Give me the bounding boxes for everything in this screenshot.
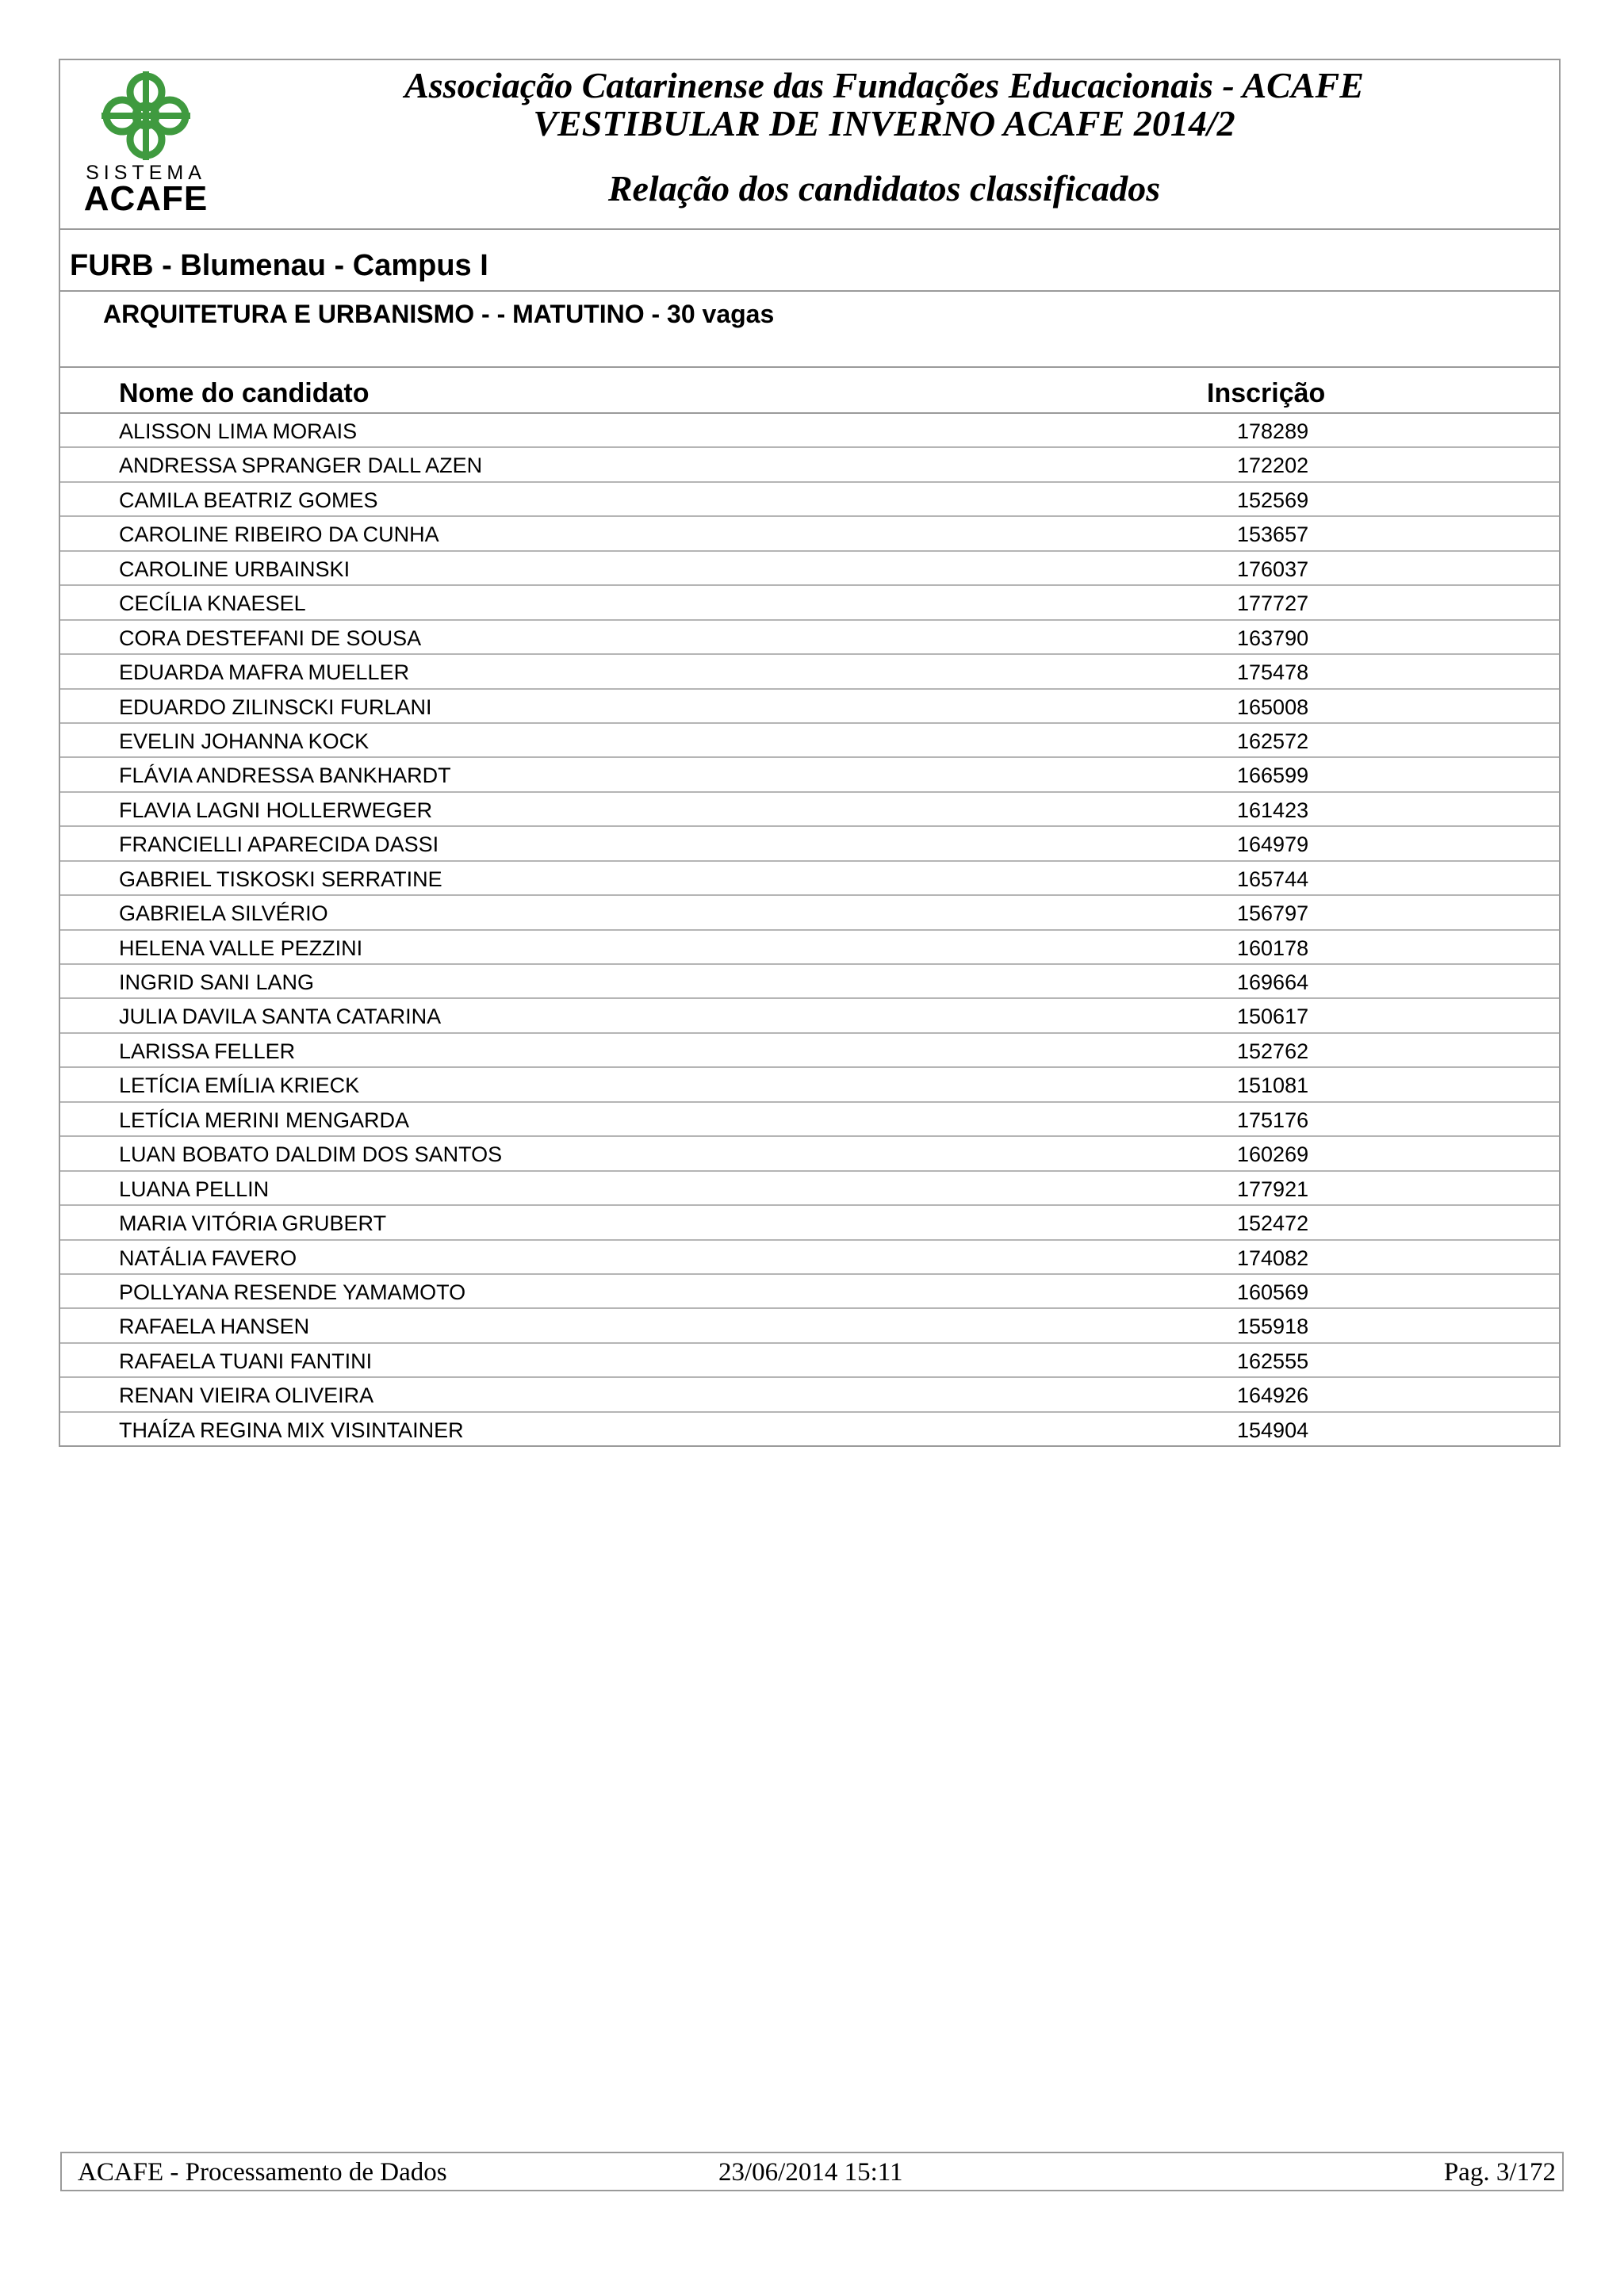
candidate-name: LETÍCIA EMÍLIA KRIECK [119, 1073, 360, 1098]
candidate-inscricao: 153657 [1237, 522, 1309, 547]
page-footer [60, 2152, 1564, 2191]
candidate-name: EDUARDA MAFRA MUELLER [119, 660, 410, 685]
table-row [60, 552, 1559, 586]
candidate-inscricao: 177727 [1237, 591, 1309, 616]
table-row [60, 414, 1559, 448]
table-row [60, 1103, 1559, 1137]
campus-section [60, 230, 1559, 292]
candidate-name: FRANCIELLI APARECIDA DASSI [119, 832, 439, 857]
logo-big-text: ACAFE [83, 179, 209, 218]
candidate-name: CAMILA BEATRIZ GOMES [119, 488, 378, 512]
candidate-inscricao: 165008 [1237, 695, 1309, 719]
table-row [60, 1206, 1559, 1240]
table-row [60, 1378, 1559, 1412]
table-row [60, 827, 1559, 861]
table-row [60, 1309, 1559, 1343]
table-row [60, 758, 1559, 792]
footer-page-number: Pag. 3/172 [1443, 2158, 1556, 2187]
header-organization: Associação Catarinense das Fundações Educacionais - ACAFE [404, 65, 1364, 105]
table-header [60, 368, 1559, 414]
candidate-inscricao: 175478 [1237, 660, 1309, 685]
table-row [60, 965, 1559, 999]
candidate-inscricao: 176037 [1237, 557, 1309, 581]
candidate-inscricao: 156797 [1237, 901, 1309, 926]
candidate-inscricao: 164979 [1237, 832, 1309, 857]
candidate-name: HELENA VALLE PEZZINI [119, 936, 363, 960]
table-row [60, 655, 1559, 689]
candidate-inscricao: 174082 [1237, 1246, 1309, 1270]
footer-timestamp: 23/06/2014 15:11 [718, 2158, 903, 2187]
table-row [60, 999, 1559, 1033]
candidate-inscricao: 177921 [1237, 1177, 1309, 1201]
candidate-name: CORA DESTEFANI DE SOUSA [119, 626, 422, 650]
candidate-inscricao: 155918 [1237, 1314, 1309, 1339]
candidate-name: LUAN BOBATO DALDIM DOS SANTOS [119, 1142, 503, 1167]
candidate-name: NATÁLIA FAVERO [119, 1246, 297, 1270]
candidate-name: POLLYANA RESENDE YAMAMOTO [119, 1280, 466, 1304]
table-row [60, 931, 1559, 965]
candidate-name: RAFAELA HANSEN [119, 1314, 310, 1339]
table-row [60, 690, 1559, 724]
candidate-inscricao: 162555 [1237, 1349, 1309, 1373]
candidate-inscricao: 178289 [1237, 419, 1309, 443]
column-header-inscricao: Inscrição [1207, 378, 1326, 408]
candidate-inscricao: 154904 [1237, 1418, 1309, 1442]
header-exam-title: VESTIBULAR DE INVERNO ACAFE 2014/2 [533, 103, 1235, 144]
candidate-name: EDUARDO ZILINSCKI FURLANI [119, 695, 432, 719]
table-row [60, 793, 1559, 827]
candidate-inscricao: 160569 [1237, 1280, 1309, 1304]
candidate-name: JULIA DAVILA SANTA CATARINA [119, 1004, 442, 1029]
candidate-name: RAFAELA TUANI FANTINI [119, 1349, 373, 1373]
candidate-name: ALISSON LIMA MORAIS [119, 419, 358, 443]
candidate-inscricao: 151081 [1237, 1073, 1309, 1098]
column-header-name: Nome do candidato [119, 378, 370, 408]
candidate-inscricao: 152569 [1237, 488, 1309, 512]
candidate-name: THAÍZA REGINA MIX VISINTAINER [119, 1418, 464, 1442]
table-row [60, 1344, 1559, 1378]
candidate-name: LETÍCIA MERINI MENGARDA [119, 1108, 410, 1132]
candidate-name: EVELIN JOHANNA KOCK [119, 729, 370, 753]
course-title: ARQUITETURA E URBANISMO - - MATUTINO - 30 vagas [103, 300, 775, 328]
table-row [60, 586, 1559, 620]
candidate-inscricao: 161423 [1237, 798, 1309, 822]
candidate-name: MARIA VITÓRIA GRUBERT [119, 1211, 387, 1236]
acafe-emblem-icon [75, 68, 217, 163]
candidate-inscricao: 169664 [1237, 970, 1309, 994]
table-row [60, 1172, 1559, 1206]
content-frame [59, 59, 1561, 1447]
candidate-name: LUANA PELLIN [119, 1177, 270, 1201]
logo-small-text: SISTEMA [86, 162, 206, 184]
candidate-name: FLAVIA LAGNI HOLLERWEGER [119, 798, 433, 822]
table-row [60, 1275, 1559, 1309]
candidate-name: CECÍLIA KNAESEL [119, 591, 306, 616]
acafe-logo [75, 68, 217, 219]
candidate-inscricao: 152472 [1237, 1211, 1309, 1236]
candidate-inscricao: 160178 [1237, 936, 1309, 960]
candidate-inscricao: 175176 [1237, 1108, 1309, 1132]
candidate-inscricao: 152762 [1237, 1039, 1309, 1063]
table-row [60, 621, 1559, 655]
candidate-inscricao: 160269 [1237, 1142, 1309, 1167]
candidate-name: INGRID SANI LANG [119, 970, 315, 994]
candidate-inscricao: 172202 [1237, 453, 1309, 478]
candidate-name: GABRIEL TISKOSKI SERRATINE [119, 867, 442, 891]
course-section [60, 292, 1559, 368]
campus-title: FURB - Blumenau - Campus I [70, 249, 488, 282]
page-header [60, 60, 1559, 230]
candidate-name: FLÁVIA ANDRESSA BANKHARDT [119, 763, 451, 788]
table-row [60, 896, 1559, 930]
candidate-inscricao: 162572 [1237, 729, 1309, 753]
candidate-name: CAROLINE RIBEIRO DA CUNHA [119, 522, 439, 547]
table-row [60, 1068, 1559, 1102]
candidate-name: ANDRESSA SPRANGER DALL AZEN [119, 453, 483, 478]
table-row [60, 1241, 1559, 1275]
table-row [60, 1413, 1559, 1447]
candidate-name: LARISSA FELLER [119, 1039, 296, 1063]
candidate-name: CAROLINE URBAINSKI [119, 557, 350, 581]
candidate-inscricao: 150617 [1237, 1004, 1309, 1029]
candidate-name: RENAN VIEIRA OLIVEIRA [119, 1383, 374, 1408]
table-row [60, 448, 1559, 482]
table-row [60, 483, 1559, 517]
candidate-inscricao: 163790 [1237, 626, 1309, 650]
candidate-inscricao: 166599 [1237, 763, 1309, 788]
candidate-inscricao: 164926 [1237, 1383, 1309, 1408]
table-row [60, 724, 1559, 758]
table-row [60, 1034, 1559, 1068]
candidate-name: GABRIELA SILVÉRIO [119, 901, 328, 926]
candidate-table-body [60, 414, 1559, 1447]
table-row [60, 1137, 1559, 1171]
table-row [60, 862, 1559, 896]
footer-department: ACAFE - Processamento de Dados [78, 2158, 447, 2187]
table-row [60, 517, 1559, 551]
candidate-inscricao: 165744 [1237, 867, 1309, 891]
header-report-title: Relação dos candidatos classificados [607, 168, 1161, 209]
